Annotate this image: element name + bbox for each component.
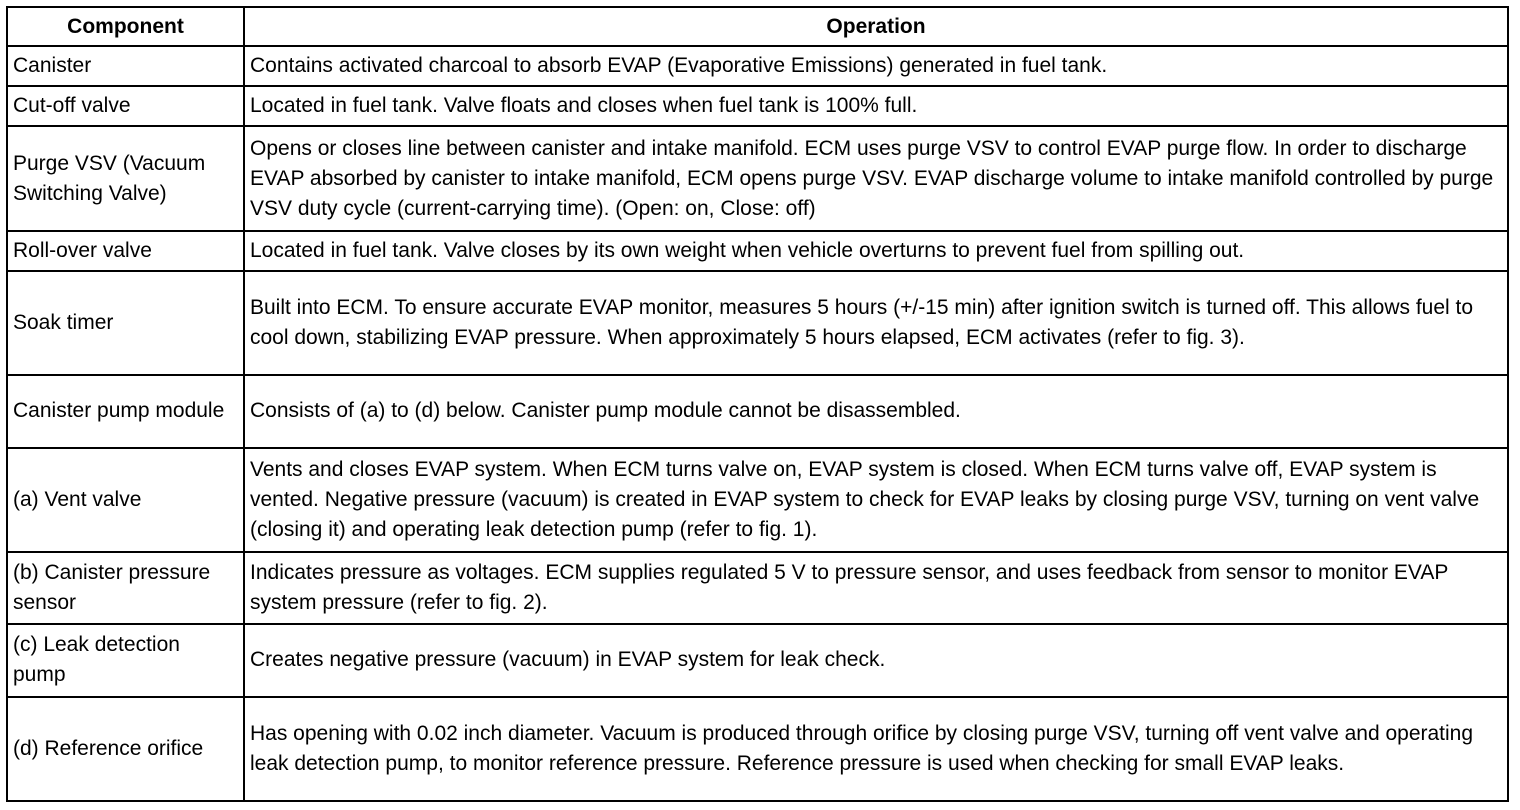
component-cell: Purge VSV (Vacuum Switching Valve) (7, 126, 244, 230)
header-operation: Operation (244, 7, 1508, 46)
table-row (7, 271, 1508, 375)
component-cell: Roll-over valve (7, 231, 244, 271)
table-row (7, 552, 1508, 624)
operation-cell: Built into ECM. To ensure accurate EVAP monitor, measures 5 hours (+/-15 min) after ignition switch is turned off. This allows fuel to cool down, stabilizing EVAP pressure. When approximately 5 hours elapsed, ECM activates (refer to fig. 3). (244, 271, 1508, 375)
table-row (7, 46, 1508, 86)
component-cell: Canister (7, 46, 244, 86)
table-row (7, 448, 1508, 552)
operation-cell: Consists of (a) to (d) below. Canister pump module cannot be disassembled. (244, 375, 1508, 447)
component-cell: (d) Reference orifice (7, 697, 244, 801)
table-row (7, 375, 1508, 447)
component-cell: (c) Leak detection pump (7, 624, 244, 696)
operation-cell: Creates negative pressure (vacuum) in EVAP system for leak check. (244, 624, 1508, 696)
table-row (7, 86, 1508, 126)
component-cell: (b) Canister pressure sensor (7, 552, 244, 624)
operation-cell: Has opening with 0.02 inch diameter. Vacuum is produced through orifice by closing purge VSV, turning off vent valve and operating leak detection pump, to monitor reference pressure. Reference pressure is used when checking for small EVAP leaks. (244, 697, 1508, 801)
operation-cell: Located in fuel tank. Valve closes by its own weight when vehicle overturns to prevent fuel from spilling out. (244, 231, 1508, 271)
operation-cell: Opens or closes line between canister and intake manifold. ECM uses purge VSV to control EVAP purge flow. In order to discharge EVAP absorbed by canister to intake manifold, ECM opens purge VSV. EVAP discharge volume to intake manifold controlled by purge VSV duty cycle (current-carrying time). (Open: on, Close: off) (244, 126, 1508, 230)
operation-cell: Contains activated charcoal to absorb EVAP (Evaporative Emissions) generated in fuel tank. (244, 46, 1508, 86)
operation-cell: Vents and closes EVAP system. When ECM turns valve on, EVAP system is closed. When ECM turns valve off, EVAP system is vented. Negative pressure (vacuum) is created in EVAP system to check for EVAP leaks by closing purge VSV, turning on vent valve (closing it) and operating leak detection pump (refer to fig. 1). (244, 448, 1508, 552)
table-row (7, 624, 1508, 696)
table-row (7, 126, 1508, 230)
table-row (7, 697, 1508, 801)
header-component: Component (7, 7, 244, 46)
component-cell: Canister pump module (7, 375, 244, 447)
component-cell: Cut-off valve (7, 86, 244, 126)
operation-cell: Located in fuel tank. Valve floats and closes when fuel tank is 100% full. (244, 86, 1508, 126)
operation-cell: Indicates pressure as voltages. ECM supplies regulated 5 V to pressure sensor, and uses feedback from sensor to monitor EVAP system pressure (refer to fig. 2). (244, 552, 1508, 624)
component-cell: (a) Vent valve (7, 448, 244, 552)
component-cell: Soak timer (7, 271, 244, 375)
evap-component-table (6, 6, 1509, 802)
table-row (7, 231, 1508, 271)
table-header-row (7, 7, 1508, 46)
